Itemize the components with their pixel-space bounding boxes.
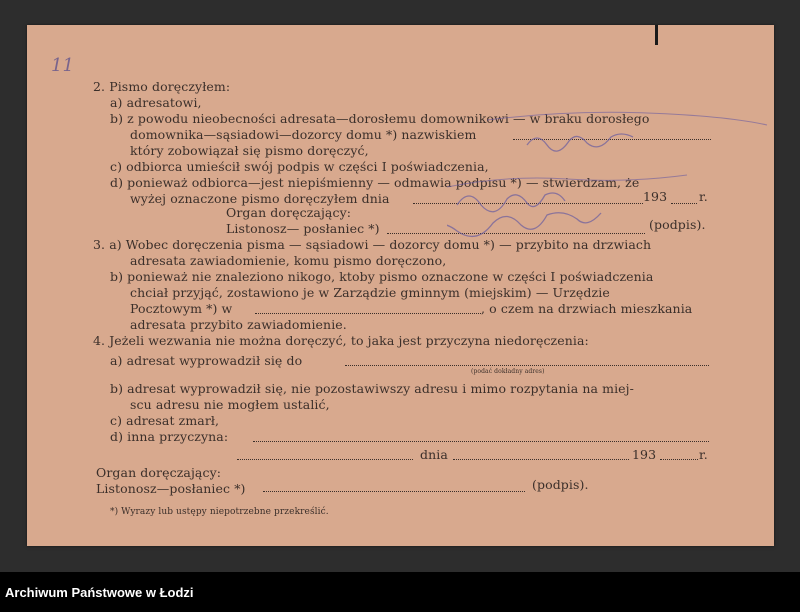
reason-line-1 [253,441,709,442]
s2-d2: wyżej oznaczone pismo doręczyłem dnia [130,191,390,206]
address-line [345,365,709,366]
s2-b2: domownika—sąsiadowi—dozorcy domu *) nazwiskiem [130,127,477,142]
archive-label: Archiwum Państwowe w Łodzi [5,585,194,600]
s3-b3a: Pocztowym *) w [130,301,233,316]
bottom-listonosz: Listonosz—posłaniec *) [96,481,246,496]
s4-a: a) adresat wyprowadził się do [110,353,303,368]
archive-footer-bar [0,572,800,612]
s4-dnia: dnia [420,447,448,462]
s3-b1: b) ponieważ nie znaleziono nikogo, ktoby pismo oznaczone w części I poświadczenia [110,269,654,284]
s3-a2: adresata zawiadomienie, komu pismo doręczono, [130,253,447,268]
s2-d1: d) ponieważ odbiorca—jest niepiśmienny — odmawia podpisu *) — stwierdzam, że [110,175,640,190]
s2-b3: który zobowiązał się pismo doręczyć, [130,143,369,158]
s4-date-line [453,459,629,460]
bottom-signature-line [263,491,525,492]
s2-c: c) odbiorca umieścił swój podpis w części I poświadczenia, [110,159,489,174]
s2-organ: Organ doręczający: [226,205,352,220]
s3-b4: adresata przybito zawiadomienie. [130,317,347,332]
office-line [255,313,481,314]
s4-r: r. [699,447,708,462]
s4-d: d) inna przyczyna: [110,429,229,444]
s2-podpis: (podpis). [649,217,706,232]
s3-b2: chciał przyjąć, zostawiono je w Zarządzie gminnym (miejskim) — Urzędzie [130,285,610,300]
s4-year: 193 [632,447,657,462]
s4-title: 4. Jeżeli wezwania nie można doręczyć, to jaka jest przyczyna niedoręczenia: [93,333,589,348]
ink-mark [655,25,658,45]
bottom-organ: Organ doręczający: [96,465,222,480]
bottom-podpis: (podpis). [532,477,589,492]
reason-line-2 [237,459,413,460]
s2-b1: b) z powodu nieobecności adresata—dorosłemu domownikowi — w braku dorosłego [110,111,650,126]
s4-hint: (podać dokładny adres) [471,368,545,375]
margin-mark: 11 [51,55,74,76]
s2-a: a) adresatowi, [110,95,202,110]
s2-year: 193 [643,189,668,204]
document-card [27,25,774,546]
s2-listonosz: Listonosz— posłaniec *) [226,221,380,236]
s4-c: c) adresat zmarł, [110,413,220,428]
handwriting-scribbles [447,105,777,245]
s4-b2: scu adresu nie mogłem ustalić, [130,397,330,412]
footnote: *) Wyrazy lub ustępy niepotrzebne przekreślić. [110,507,329,517]
s3-b3b: , o czem na drzwiach mieszkania [481,301,693,316]
s4-year-line [660,459,698,460]
s2-title: 2. Pismo doręczyłem: [93,79,231,94]
s4-b1: b) adresat wyprowadził się, nie pozostawiwszy adresu i mimo rozpytania na miej- [110,381,634,396]
s3-a1: 3. a) Wobec doręczenia pisma — sąsiadowi — dozorcy domu *) — przybito na drzwiach [93,237,652,252]
s2-r: r. [699,189,708,204]
